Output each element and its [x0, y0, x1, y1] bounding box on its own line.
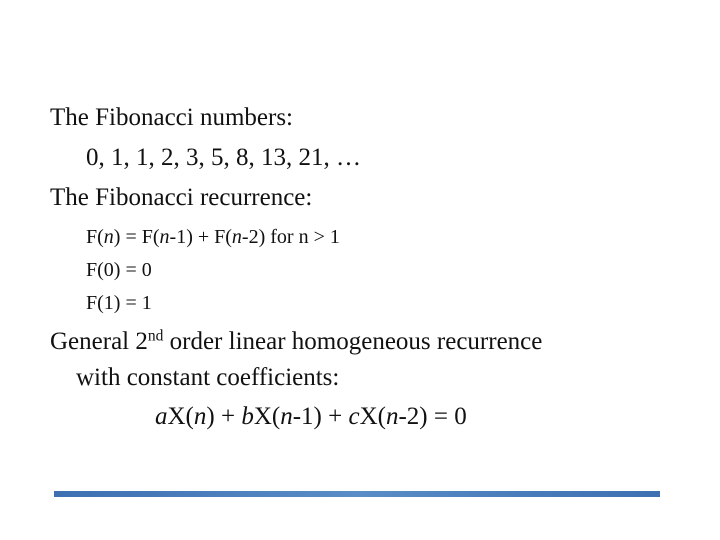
general-text-2: order linear homogeneous recurrence [163, 328, 543, 355]
ordinal-superscript: nd [147, 327, 164, 345]
formula-text-4: -1) + [292, 403, 349, 430]
general-text-1: General 2 [50, 328, 148, 355]
fibonacci-sequence: 0, 1, 1, 2, 3, 5, 8, 13, 21, … [86, 144, 361, 171]
formula-n-3: n [385, 403, 399, 430]
fibonacci-recurrence-heading: The Fibonacci recurrence: [50, 184, 313, 211]
rec-text-3: -1) + F( [169, 226, 232, 248]
formula-text-1: X( [167, 403, 194, 430]
formula-text-5: X( [359, 403, 386, 430]
rec-text-2: ) = F( [113, 226, 160, 248]
formula-n-1: n [193, 403, 207, 430]
initial-condition-1: F(1) = 1 [86, 292, 152, 314]
footer-bar [54, 491, 660, 497]
rec-text-1: F( [86, 226, 104, 248]
general-recurrence-line2: with constant coefficients: [76, 364, 340, 391]
fibonacci-numbers-heading: The Fibonacci numbers: [50, 104, 293, 131]
formula-text-3: X( [253, 403, 281, 430]
rec-n-1: n [103, 226, 114, 248]
recurrence-formula [86, 226, 340, 249]
coef-a: a [155, 403, 168, 430]
coef-c: c [348, 403, 360, 430]
formula-text-2: ) + [206, 403, 242, 430]
formula-n-2: n [280, 403, 293, 430]
initial-condition-0: F(0) = 0 [86, 259, 152, 281]
rec-n-3: n [231, 226, 242, 248]
general-formula [155, 403, 467, 431]
rec-n-2: n [159, 226, 170, 248]
formula-text-6: -2) = 0 [398, 403, 467, 430]
coef-b: b [241, 403, 254, 430]
general-recurrence-heading [50, 328, 542, 356]
rec-text-4: -2) for n > 1 [241, 226, 340, 248]
